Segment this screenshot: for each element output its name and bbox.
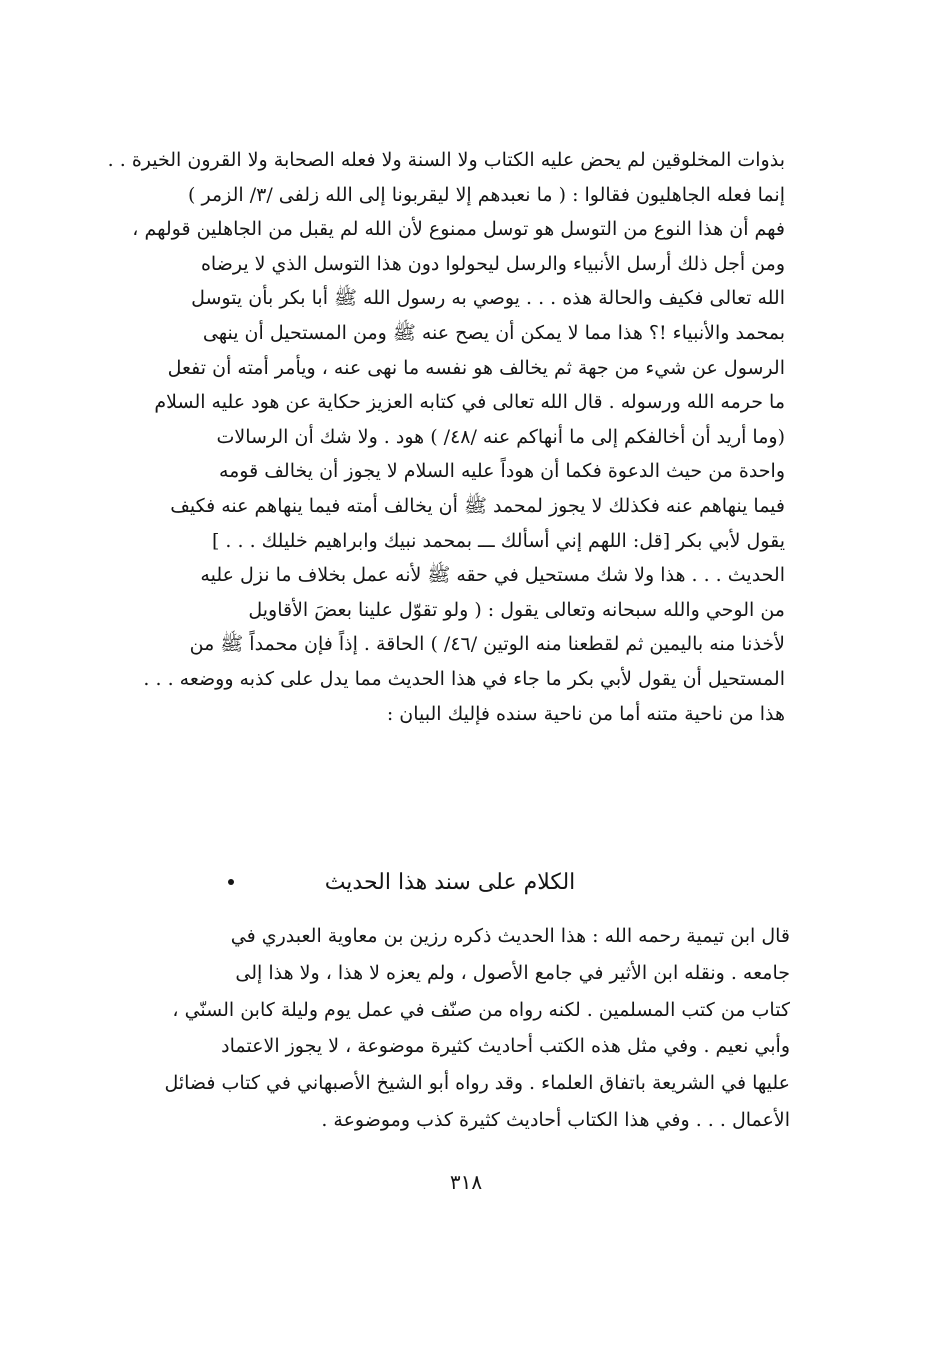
text-line: هذا من ناحية متنه أما من ناحية سنده فإليك البيان : (386, 702, 785, 725)
text-line: فيما ينهاهم عنه فكذلك لا يجوز لمحمد ﷺ أن يخالف أمته فيما ينهاهم عنه فكيف (170, 494, 785, 517)
text-line: إنما فعله الجاهليون فقالوا : ( ما نعبدهم إلا ليقربونا إلى الله زلفى /٣/ الزمر ) (188, 183, 785, 206)
body-text-block-1 (100, 143, 785, 731)
body-text-block-2 (100, 918, 790, 1139)
text-line: ومن أجل ذلك أرسل الأنبياء والرسل ليحولوا دون هذا التوسل الذي لا يرضاه (200, 252, 785, 275)
text-line: بذوات المخلوقين لم يحض عليه الكتاب ولا السنة ولا فعله الصحابة ولا القرون الخيرة . . (107, 149, 785, 171)
text-line: الحديث . . . هذا ولا شك مستحيل في حقه ﷺ لأنه عمل بخلاف ما نزل عليه (200, 564, 785, 587)
text-line: وأبي نعيم . وفي مثل هذه الكتب أحاديث كثيرة موضوعة ، لا يجوز الاعتماد (221, 1035, 790, 1058)
text-line: (وما أريد أن أخالفكم إلى ما أنهاكم عنه /٤٨/ ) هود . ولا شك أن الرسالات (216, 425, 785, 448)
text-line: عليها في الشريعة باتفاق العلماء . وقد رواه أبو الشيخ الأصبهاني في كتاب فضائل (164, 1072, 790, 1095)
text-line: يقول لأبي بكر [قل: اللهم إني أسألك ـــ بمحمد نبيك وابراهيم خليلك . . . ] (211, 529, 785, 552)
section-heading: الكلام على سند هذا الحديث (324, 870, 576, 895)
heading-bullet-dot (228, 879, 234, 885)
page-number: ٣١٨ (449, 1170, 483, 1194)
text-line: فهم أن هذا النوع من التوسل هو توسل ممنوع لأن الله لم يقبل من الجاهلين قولهم ، (132, 218, 785, 241)
text-line: الرسول عن شيء من جهة ثم يخالف هو نفسه ما نهى عنه ، ويأمر أمته أن تفعل (167, 356, 785, 379)
text-line: لأخذنا منه باليمين ثم لقطعنا منه الوتين /٤٦/ ) الحاقة . إذاً فإن محمداً ﷺ من (189, 633, 785, 656)
text-line: واحدة من حيث الدعوة فكما أن هوداً عليه السلام لا يجوز أن يخالف قومه (218, 460, 785, 483)
text-line: كتاب من كتب المسلمين . لكنه رواه من صنّف في عمل يوم وليلة كابن السنّي ، (172, 998, 790, 1021)
text-line: ما حرمه الله ورسوله . قال الله تعالى في كتابه العزيز حكاية عن هود عليه السلام (154, 391, 785, 414)
text-line: جامعه . ونقله ابن الأثير في جامع الأصول ، ولم يعزه لا هذا ، ولا هذا إلى (235, 961, 790, 984)
text-line: من الوحي والله سبحانه وتعالى يقول : ( ولو تقوّل علينا بعضَ الأقاويل (248, 598, 785, 621)
text-line: المستحيل أن يقول لأبي بكر ما جاء في هذا الحديث مما يدل على كذبه ووضعه . . . (143, 667, 785, 690)
text-line: الله تعالى فكيف والحالة هذه . . . يوصي به رسول الله ﷺ أبا بكر بأن يتوسل (191, 287, 785, 310)
text-line: قال ابن تيمية رحمه الله : هذا الحديث ذكره رزين بن معاوية العبدري في (230, 925, 790, 947)
text-line: الأعمال . . . وفي هذا الكتاب أحاديث كثيرة كذب وموضوعة . (321, 1108, 790, 1131)
text-line: بمحمد والأنبياء !؟ هذا مما لا يمكن أن يصح عنه ﷺ ومن المستحيل أن ينهى (202, 321, 785, 344)
